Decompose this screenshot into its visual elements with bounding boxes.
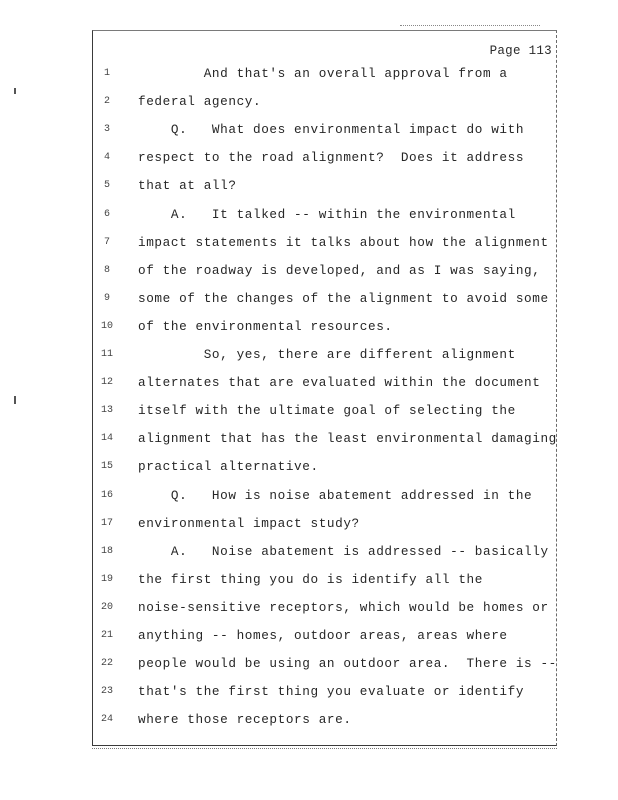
transcript-line: federal agency. — [138, 94, 262, 109]
line-number: 19 — [100, 574, 113, 585]
line-number: 11 — [100, 349, 113, 360]
line-number: 23 — [100, 686, 113, 697]
line-number: 3 — [103, 124, 110, 135]
transcript-line: anything -- homes, outdoor areas, areas where — [138, 628, 508, 643]
line-number: 20 — [100, 602, 113, 613]
line-number: 16 — [100, 490, 113, 501]
page-number: Page 113 — [489, 44, 552, 58]
transcript-line: that's the first thing you evaluate or identify — [138, 684, 525, 699]
transcript-line: that at all? — [138, 178, 237, 193]
transcript-line: respect to the road alignment? Does it address — [138, 150, 525, 165]
line-number: 12 — [100, 377, 113, 388]
transcript-line: alternates that are evaluated within the document — [138, 375, 541, 390]
line-number: 7 — [103, 237, 110, 248]
transcript-line: A. It talked -- within the environmental — [138, 207, 516, 222]
scan-artifact — [92, 748, 557, 752]
transcript-line: And that's an overall approval from a — [138, 66, 508, 81]
line-number: 8 — [103, 265, 110, 276]
transcript-line: of the roadway is developed, and as I was saying, — [138, 263, 541, 278]
scan-artifact — [14, 396, 16, 404]
transcript-line: of the environmental resources. — [138, 319, 393, 334]
line-number: 13 — [100, 405, 113, 416]
line-number: 18 — [100, 546, 113, 557]
transcript-line: noise-sensitive receptors, which would be homes or — [138, 600, 549, 615]
transcript-line: A. Noise abatement is addressed -- basically — [138, 544, 549, 559]
line-number: 1 — [103, 68, 110, 79]
transcript-line: Q. How is noise abatement addressed in the — [138, 488, 533, 503]
line-number: 4 — [103, 152, 110, 163]
transcript-line: where those receptors are. — [138, 712, 352, 727]
line-number: 14 — [100, 433, 113, 444]
transcript-line: the first thing you do is identify all the — [138, 572, 483, 587]
transcript-line: people would be using an outdoor area. There is -- — [138, 656, 557, 671]
transcript-line: impact statements it talks about how the alignment — [138, 235, 549, 250]
transcript-line: environmental impact study? — [138, 516, 360, 531]
scan-artifact — [14, 88, 16, 94]
transcript-line: some of the changes of the alignment to avoid some — [138, 291, 549, 306]
line-number: 6 — [103, 209, 110, 220]
scan-artifact — [400, 25, 540, 28]
line-number: 22 — [100, 658, 113, 669]
transcript-line: itself with the ultimate goal of selecting the — [138, 403, 516, 418]
line-number: 10 — [100, 321, 113, 332]
line-number: 2 — [103, 96, 110, 107]
line-number: 5 — [103, 180, 110, 191]
line-number: 15 — [100, 461, 113, 472]
transcript-line: So, yes, there are different alignment — [138, 347, 516, 362]
line-number: 9 — [103, 293, 110, 304]
transcript-line: alignment that has the least environmental damaging — [138, 431, 557, 446]
transcript-line: practical alternative. — [138, 459, 319, 474]
line-number: 21 — [100, 630, 113, 641]
transcript-line: Q. What does environmental impact do with — [138, 122, 525, 137]
line-number: 24 — [100, 714, 113, 725]
line-number: 17 — [100, 518, 113, 529]
